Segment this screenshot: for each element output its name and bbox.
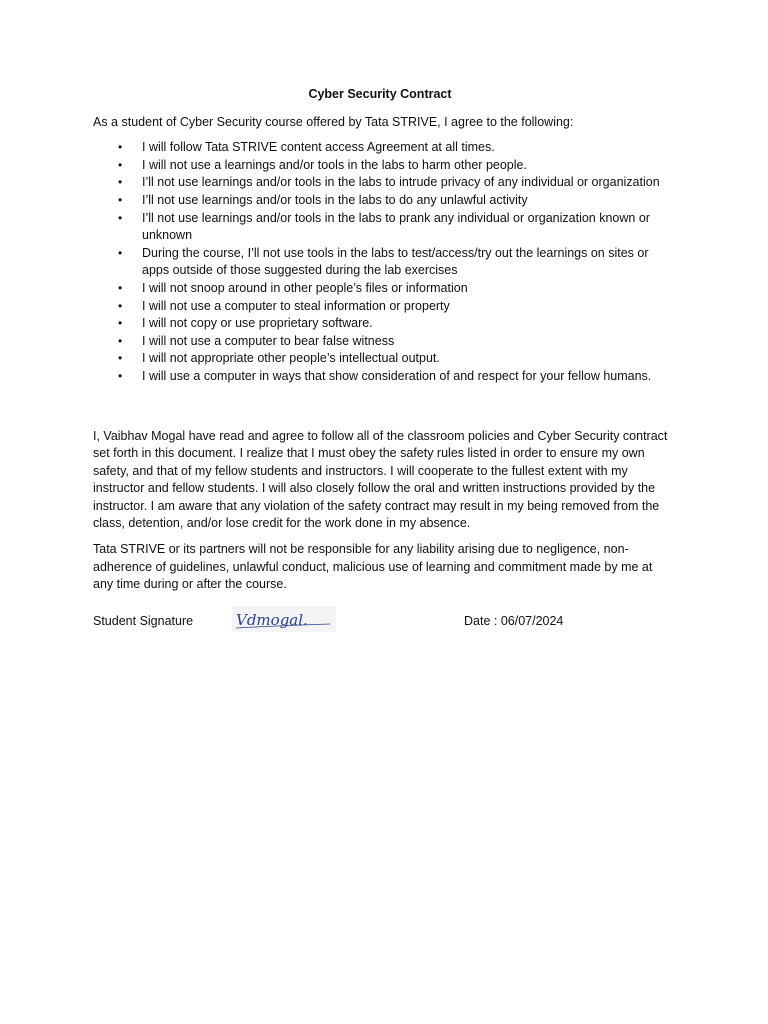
bullet-icon: • [118,210,123,225]
list-item [93,157,673,175]
bullet-icon: • [118,351,123,366]
rule-text: I will not use a learnings and/or tools in the labs to harm other people. [142,157,527,172]
signature-scribble: Vdmogal. [236,610,308,629]
bullet-icon: • [118,192,123,207]
rule-text: I’ll not use learnings and/or tools in the labs to do any unlawful activity [142,192,528,207]
signature-row [93,606,673,634]
list-item [93,368,673,386]
document-body [93,86,673,634]
rule-text: I’ll not use learnings and/or tools in the labs to prank any individual or organization known or unknown [142,210,650,243]
page-title: Cyber Security Contract [308,87,452,101]
date-label: Date : 06/07/2024 [464,613,564,628]
rule-text: I will not use a computer to bear false witness [142,333,395,348]
list-item [93,333,673,351]
rule-text: I will follow Tata STRIVE content access Agreement at all times. [142,140,495,155]
bullet-icon: • [118,140,123,155]
signature-label: Student Signature [93,613,194,628]
bullet-icon: • [118,175,123,190]
list-item [93,192,673,210]
bullet-icon: • [118,280,123,295]
signature-image [232,606,336,632]
list-item [93,350,673,368]
rule-text: I will not snoop around in other people’s files or information [142,280,468,295]
bullet-icon: • [118,316,123,331]
agreement-paragraph: I, Vaibhav Mogal have read and agree to follow all of the classroom policies and Cyber Security contract set forth in this document. I realize that I must obey the safety rules listed in order to ensure my own safety, and that of my fellow students and instructors. I will cooperate to the fullest extent with my instructor and fellow students. I will also closely follow the oral and written instructions provided by the instructor. I am aware that any violation of the safety contract may result in my being removed from the class, detention, and/or lose credit for the work done in my absence. [93,428,668,531]
list-item [93,315,673,333]
liability-paragraph: Tata STRIVE or its partners will not be responsible for any liability arising due to negligence, non-adherence of guidelines, unlawful conduct, malicious use of learning and commitment made by me at any time during or after the course. [93,542,653,592]
list-item [93,245,673,280]
rule-text: I will use a computer in ways that show consideration of and respect for your fellow humans. [142,368,652,383]
list-item [93,280,673,298]
list-item [93,174,673,192]
bullet-icon: • [118,298,123,313]
list-item [93,298,673,316]
list-item [93,210,673,245]
intro-paragraph: As a student of Cyber Security course offered by Tata STRIVE, I agree to the following: [93,114,574,129]
rule-text: I’ll not use learnings and/or tools in the labs to intrude privacy of any individual or organization [142,175,660,190]
bullet-icon: • [118,245,123,260]
bullet-icon: • [118,368,123,383]
bullet-icon: • [118,333,123,348]
rule-text: I will not copy or use proprietary software. [142,316,373,331]
rules-list [93,139,673,385]
rule-text: During the course, I’ll not use tools in the labs to test/access/try out the learnings on sites or apps outside of those suggested during the lab exercises [142,245,649,278]
rule-text: I will not appropriate other people’s intellectual output. [142,351,440,366]
list-item [93,139,673,157]
rule-text: I will not use a computer to steal information or property [142,298,450,313]
bullet-icon: • [118,157,123,172]
